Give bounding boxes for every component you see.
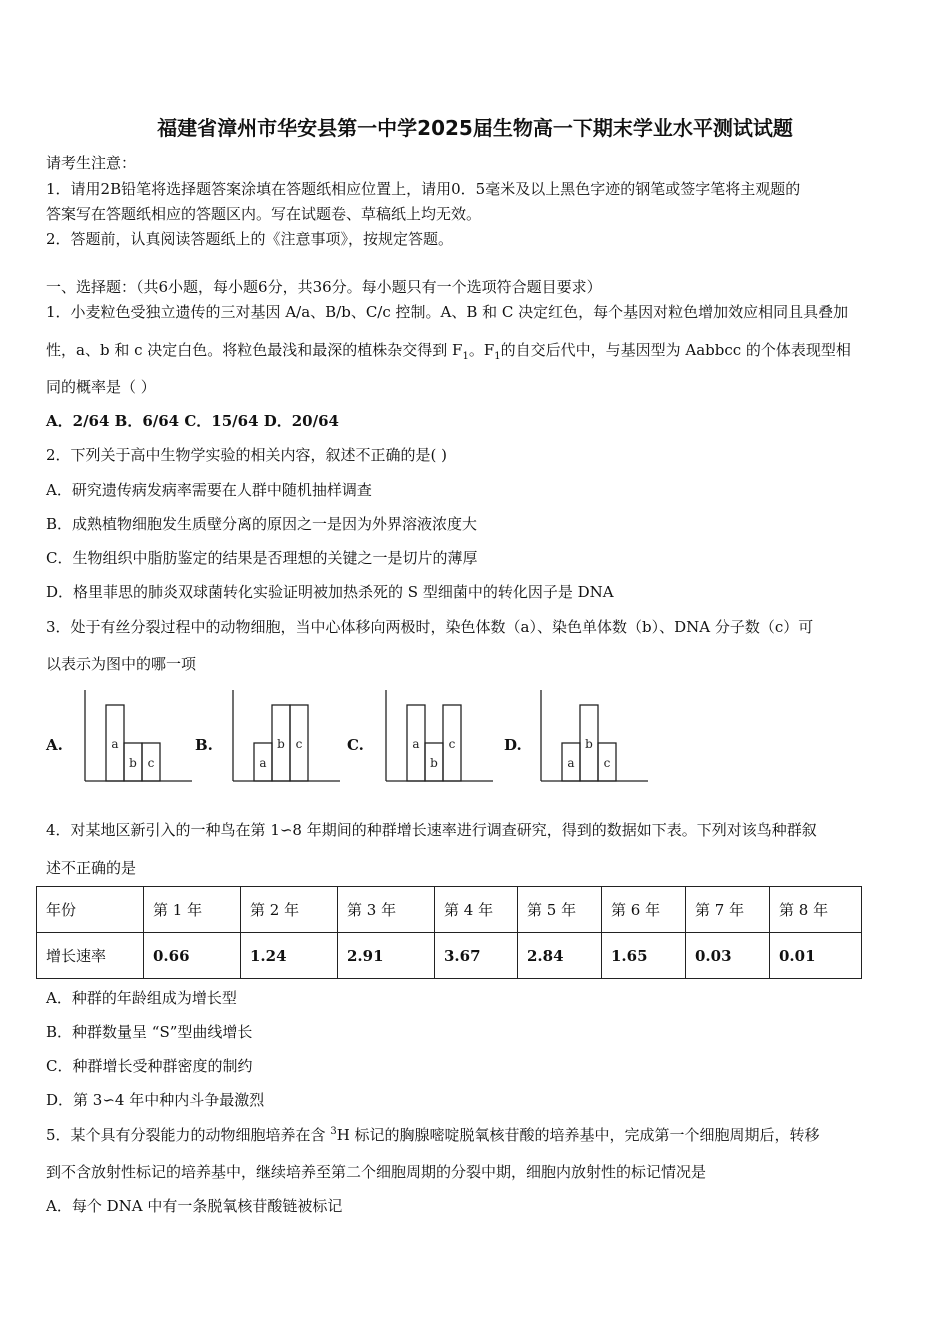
bar-label-c: c [147,756,155,770]
q3-stem-line-1: 3．处于有丝分裂过程中的动物细胞，当中心体移向两极时，染色体数（a）、染色单体数（b）、DNA 分子数（c）可 [46,618,814,636]
table-cell: 第 4 年 [435,887,518,933]
q2-option-c: C．生物组织中脂肪鉴定的结果是否理想的关键之一是切片的薄厚 [46,549,478,567]
page-title: 福建省漳州市华安县第一中学2025届生物高一下期末学业水平测试试题 [157,116,793,140]
table-cell: 3.67 [435,933,518,979]
bar-label-b: b [129,756,137,770]
section-heading: 一、选择题：（共6小题，每小题6分，共36分。每小题只有一个选项符合题目要求） [46,278,602,296]
table-row [37,933,862,979]
q4-option-b: B．种群数量呈 “S”型曲线增长 [46,1023,253,1041]
growth-rate-table [36,886,862,979]
q3-diagram-b [230,688,342,784]
q4-option-a: A．种群的年龄组成为增长型 [46,989,237,1007]
table-cell: 0.01 [770,933,862,979]
q1-stem-line-1: 1．小麦粒色受独立遗传的三对基因 A/a、B/b、C/c 控制。A、B 和 C 决定红色，每个基因对粒色增加效应相同且具叠加 [46,303,849,321]
q2-option-b: B．成熟植物细胞发生质壁分离的原因之一是因为外界溶液浓度大 [46,515,478,533]
bar-label-a: a [567,756,575,770]
q3-diagram-a [82,688,194,784]
table-cell: 1.24 [241,933,338,979]
bar-label-b: b [277,737,285,751]
q4-option-c: C．种群增长受种群密度的制约 [46,1057,253,1075]
q4-option-d: D．第 3∽4 年中种内斗争最激烈 [46,1091,265,1109]
bar-label-b: b [430,756,438,770]
bar-label-a: a [412,737,420,751]
notice-line-1: 1．请用2B铅笔将选择题答案涂填在答题纸相应位置上，请用0．5毫米及以上黑色字迹的钢笔或签字笔将主观题的 [46,180,801,198]
q3-option-b-label: B. [195,736,213,754]
bar-label-a: a [111,737,119,751]
q1-stem-line-3: 同的概率是（ ） [46,378,156,396]
table-cell: 第 8 年 [770,887,862,933]
q2-option-a: A．研究遗传病发病率需要在人群中随机抽样调查 [46,481,372,499]
q3-diagram-d [538,688,650,784]
q5-stem-line-2: 到不含放射性标记的培养基中，继续培养至第二个细胞周期的分裂中期，细胞内放射性的标记情况是 [46,1163,707,1181]
table-cell: 第 3 年 [338,887,435,933]
table-cell: 第 7 年 [686,887,770,933]
q2-option-d: D．格里菲思的肺炎双球菌转化实验证明被加热杀死的 S 型细菌中的转化因子是 DNA [46,583,614,601]
q4-stem-line-1: 4．对某地区新引入的一种鸟在第 1∽8 年期间的种群增长速率进行调查研究，得到的数据如下表。下列对该鸟种群叙 [46,821,817,839]
notice-line-2: 答案写在答题纸相应的答题区内。写在试题卷、草稿纸上均无效。 [46,205,482,223]
q3-option-a-label: A. [46,736,63,754]
table-cell: 2.84 [518,933,602,979]
bar-label-c: c [295,737,303,751]
table-cell: 增长速率 [37,933,144,979]
q3-bar-chart-a [82,688,194,784]
q3-bar-chart-d [538,688,650,784]
q3-bar-chart-b [230,688,342,784]
q2-stem: 2．下列关于高中生物学实验的相关内容，叙述不正确的是( ) [46,446,448,464]
q3-option-c-label: C. [347,736,364,754]
notice-heading: 请考生注意： [46,154,137,172]
q3-option-d-label: D. [504,736,522,754]
table-cell: 第 2 年 [241,887,338,933]
bar-label-b: b [585,737,593,751]
table-cell: 第 1 年 [144,887,241,933]
bar-label-c: c [448,737,456,751]
table-cell: 年份 [37,887,144,933]
q5-option-a: A．每个 DNA 中有一条脱氧核苷酸链被标记 [46,1197,343,1215]
table-cell: 第 6 年 [602,887,686,933]
q3-bar-chart-c [383,688,495,784]
bar-label-c: c [603,756,611,770]
table-cell: 第 5 年 [518,887,602,933]
q5-stem-line-1: 5．某个具有分裂能力的动物细胞培养在含 $^3$H 标记的胸腺嘧啶脱氧核苷酸的培养基中，完成第一个细胞周期后，转移 [46,1126,820,1144]
table-cell: 0.66 [144,933,241,979]
q3-diagram-c [383,688,495,784]
notice-line-3: 2．答题前，认真阅读答题纸上的《注意事项》，按规定答题。 [46,230,454,248]
q3-stem-line-2: 以表示为图中的哪一项 [46,655,197,673]
bar-label-a: a [259,756,267,770]
q1-stem-line-2: 性，a、b 和 c 决定白色。将粒色最浅和最深的植株杂交得到 $F_1$。$F_1$的自交后代中，与基因型为 Aabbcc 的个体表现型相 [46,341,851,362]
table-cell: 2.91 [338,933,435,979]
q1-options: A．2/64 B．6/64 C．15/64 D．20/64 [46,412,339,430]
table-cell: 1.65 [602,933,686,979]
q4-stem-line-2: 述不正确的是 [46,859,137,877]
table-header-row [37,887,862,933]
table-cell: 0.03 [686,933,770,979]
